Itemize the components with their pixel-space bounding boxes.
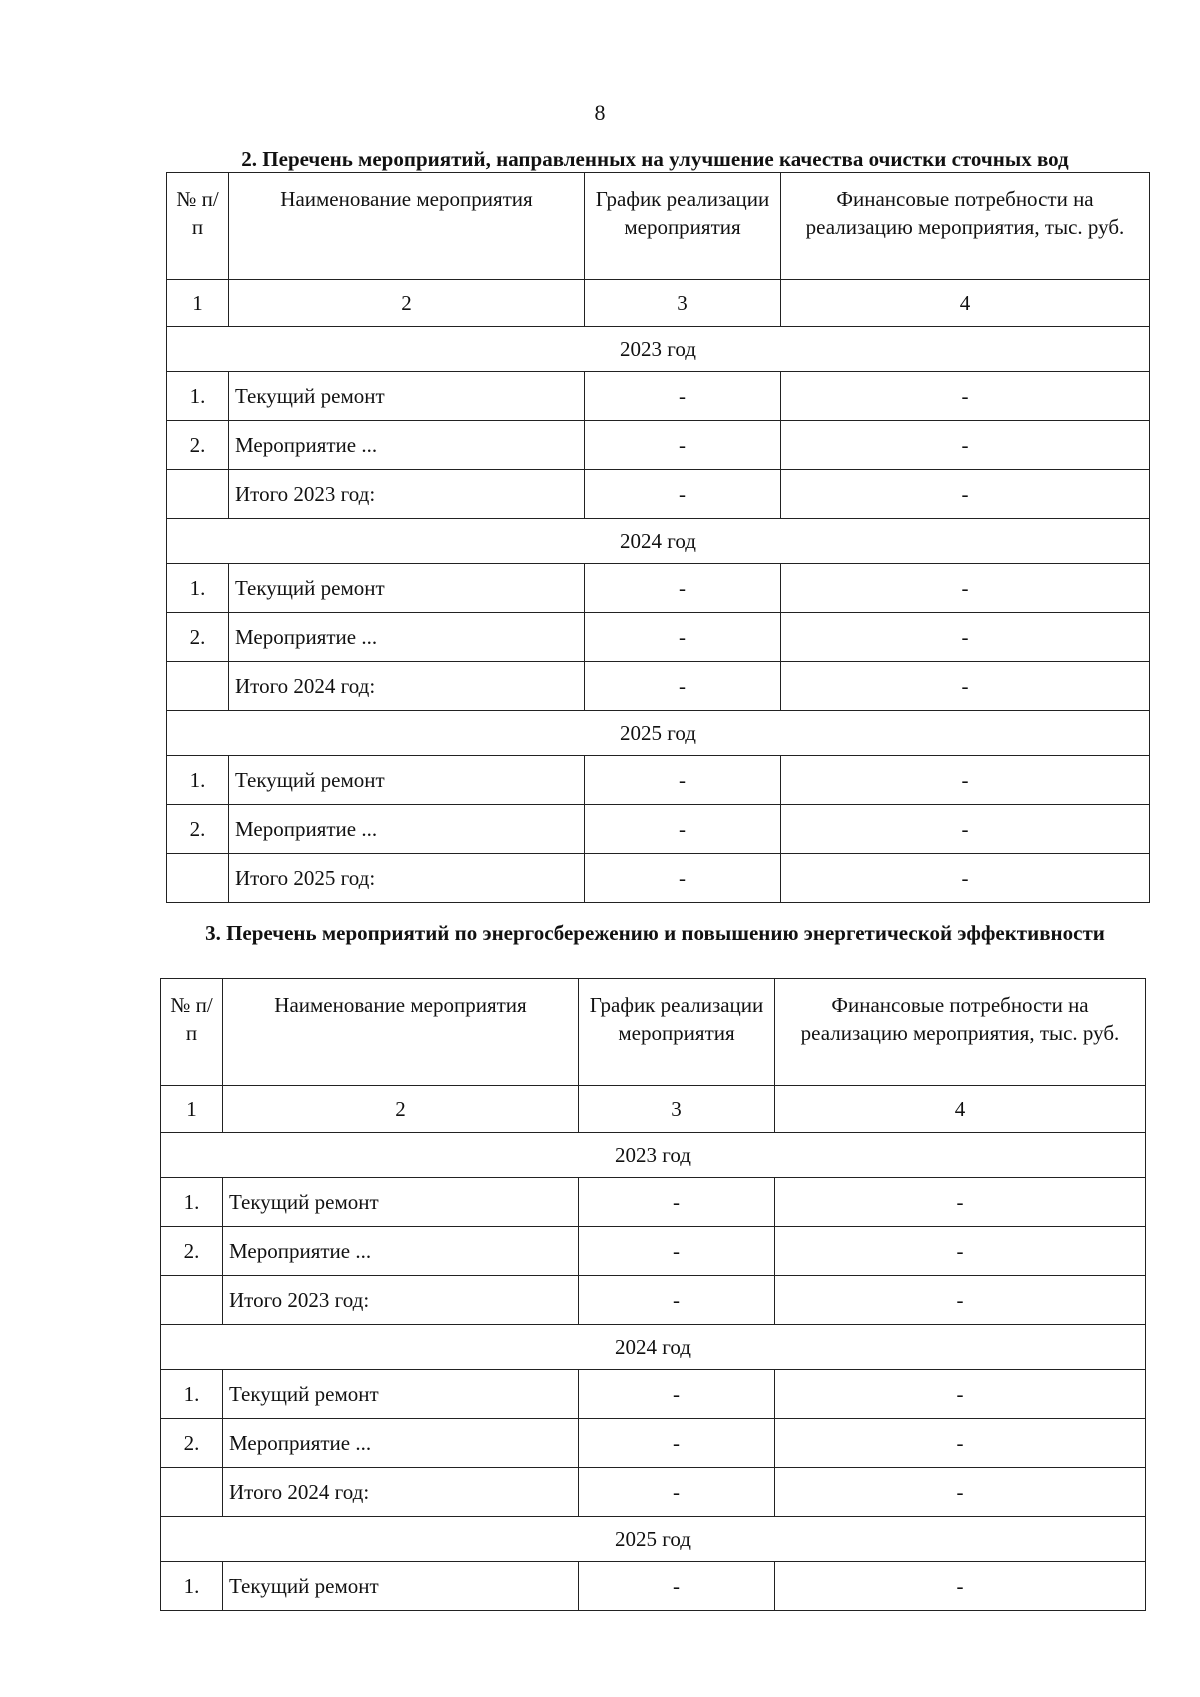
row-name: Мероприятие ...: [229, 613, 585, 662]
row-number: 2.: [167, 805, 229, 854]
row-finance: -: [781, 662, 1150, 711]
row-schedule: -: [579, 1276, 775, 1325]
year-row: [167, 711, 1150, 756]
section-2-title: 2. Перечень мероприятий, направленных на улучшение качества очистки сточных вод: [241, 147, 1069, 171]
row-name: Текущий ремонт: [229, 564, 585, 613]
table-header-row: [167, 173, 1150, 280]
section-3-title: 3. Перечень мероприятий по энергосбережению и повышению энергетической эффективности: [205, 921, 1105, 945]
row-number: 1.: [161, 1178, 223, 1227]
year-row: [167, 327, 1150, 372]
table-row: [167, 421, 1150, 470]
column-number: 1: [167, 280, 229, 327]
row-name: Текущий ремонт: [223, 1178, 579, 1227]
row-number: [167, 470, 229, 519]
row-schedule: -: [585, 854, 781, 903]
row-name: Итого 2024 год:: [223, 1468, 579, 1517]
row-name: Итого 2025 год:: [229, 854, 585, 903]
year-row: [161, 1133, 1146, 1178]
row-name: Текущий ремонт: [223, 1370, 579, 1419]
row-schedule: -: [585, 756, 781, 805]
row-number: 1.: [167, 372, 229, 421]
column-number: 3: [579, 1086, 775, 1133]
header-finance: Финансовые потребности на реализацию мероприятия, тыс. руб.: [775, 979, 1146, 1086]
column-number: 3: [585, 280, 781, 327]
year-label: 2024 год: [167, 519, 1150, 564]
table-header-row: [161, 979, 1146, 1086]
row-number: 1.: [161, 1562, 223, 1611]
row-finance: -: [781, 854, 1150, 903]
year-row: [161, 1517, 1146, 1562]
column-number: 1: [161, 1086, 223, 1133]
header-name: Наименование мероприятия: [229, 173, 585, 280]
row-schedule: -: [579, 1178, 775, 1227]
row-number: 2.: [161, 1227, 223, 1276]
column-number: 4: [781, 280, 1150, 327]
row-finance: -: [781, 372, 1150, 421]
year-label: 2023 год: [167, 327, 1150, 372]
table-row: [167, 613, 1150, 662]
column-number-row: [161, 1086, 1146, 1133]
row-finance: -: [775, 1227, 1146, 1276]
row-schedule: -: [585, 421, 781, 470]
table-row: [161, 1370, 1146, 1419]
row-number: [167, 662, 229, 711]
row-number: [167, 854, 229, 903]
header-schedule: График реализации мероприятия: [585, 173, 781, 280]
row-number: 2.: [167, 613, 229, 662]
column-number: 2: [223, 1086, 579, 1133]
table-row: [161, 1227, 1146, 1276]
row-finance: -: [781, 805, 1150, 854]
row-finance: -: [781, 564, 1150, 613]
table-row: [161, 1276, 1146, 1325]
row-name: Мероприятие ...: [223, 1227, 579, 1276]
row-finance: -: [781, 470, 1150, 519]
row-number: 2.: [167, 421, 229, 470]
column-number: 4: [775, 1086, 1146, 1133]
year-row: [167, 519, 1150, 564]
table-row: [161, 1178, 1146, 1227]
row-schedule: -: [579, 1227, 775, 1276]
table-row: [167, 470, 1150, 519]
row-number: [161, 1468, 223, 1517]
row-schedule: -: [579, 1468, 775, 1517]
page-number: 8: [594, 100, 606, 125]
year-label: 2025 год: [167, 711, 1150, 756]
row-name: Текущий ремонт: [229, 372, 585, 421]
row-name: Итого 2024 год:: [229, 662, 585, 711]
year-label: 2023 год: [161, 1133, 1146, 1178]
header-number: № п/п: [167, 173, 229, 280]
row-name: Текущий ремонт: [229, 756, 585, 805]
column-number-row: [167, 280, 1150, 327]
year-label: 2024 год: [161, 1325, 1146, 1370]
table-row: [161, 1419, 1146, 1468]
header-number: № п/п: [161, 979, 223, 1086]
table-row: [167, 756, 1150, 805]
row-name: Итого 2023 год:: [223, 1276, 579, 1325]
row-finance: -: [775, 1562, 1146, 1611]
row-number: 1.: [161, 1370, 223, 1419]
table-row: [167, 662, 1150, 711]
row-finance: -: [775, 1370, 1146, 1419]
row-schedule: -: [579, 1370, 775, 1419]
row-finance: -: [775, 1419, 1146, 1468]
row-schedule: -: [585, 470, 781, 519]
header-schedule: График реализации мероприятия: [579, 979, 775, 1086]
table-row: [161, 1562, 1146, 1611]
row-number: [161, 1276, 223, 1325]
row-name: Итого 2023 год:: [229, 470, 585, 519]
row-schedule: -: [585, 662, 781, 711]
row-finance: -: [781, 613, 1150, 662]
row-schedule: -: [579, 1562, 775, 1611]
row-schedule: -: [585, 372, 781, 421]
row-finance: -: [775, 1276, 1146, 1325]
row-schedule: -: [585, 564, 781, 613]
table-row: [161, 1468, 1146, 1517]
year-row: [161, 1325, 1146, 1370]
row-schedule: -: [585, 613, 781, 662]
row-finance: -: [781, 756, 1150, 805]
row-name: Текущий ремонт: [223, 1562, 579, 1611]
header-finance: Финансовые потребности на реализацию мероприятия, тыс. руб.: [781, 173, 1150, 280]
table-row: [167, 854, 1150, 903]
row-number: 2.: [161, 1419, 223, 1468]
column-number: 2: [229, 280, 585, 327]
header-name: Наименование мероприятия: [223, 979, 579, 1086]
row-finance: -: [775, 1468, 1146, 1517]
section-3-table: [160, 978, 1146, 1611]
row-schedule: -: [585, 805, 781, 854]
row-name: Мероприятие ...: [223, 1419, 579, 1468]
row-name: Мероприятие ...: [229, 421, 585, 470]
row-number: 1.: [167, 564, 229, 613]
row-name: Мероприятие ...: [229, 805, 585, 854]
row-schedule: -: [579, 1419, 775, 1468]
table-row: [167, 564, 1150, 613]
section-2-table: [166, 172, 1150, 903]
table-row: [167, 805, 1150, 854]
year-label: 2025 год: [161, 1517, 1146, 1562]
row-finance: -: [775, 1178, 1146, 1227]
row-number: 1.: [167, 756, 229, 805]
table-row: [167, 372, 1150, 421]
row-finance: -: [781, 421, 1150, 470]
